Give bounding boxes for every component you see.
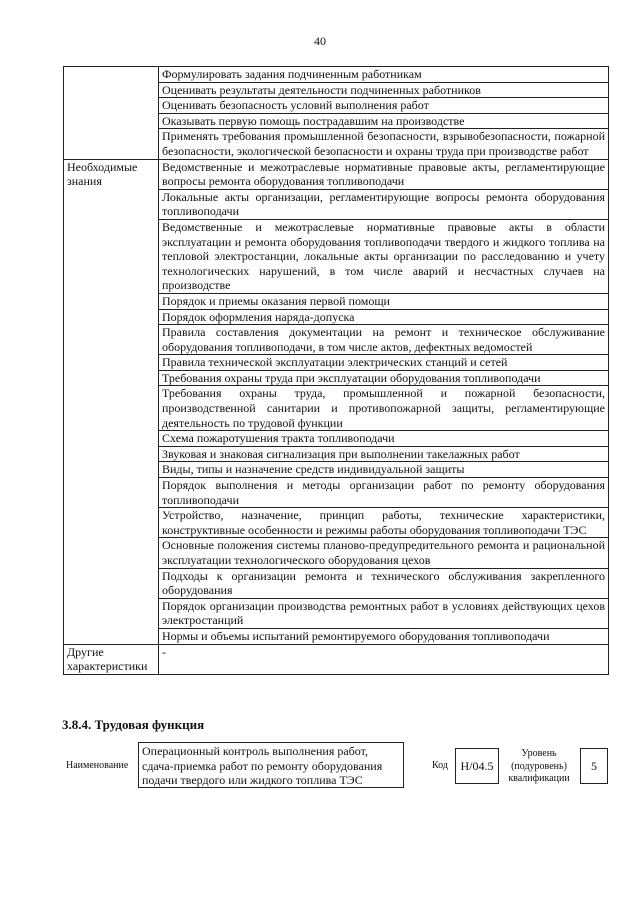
row-label-other: Другие характеристики (64, 644, 159, 674)
table-cell: Требования охраны труда при эксплуатации оборудования топливоподачи (159, 370, 609, 386)
level-label: Уровень (подуровень) квалификации (508, 748, 570, 784)
table-cell: Порядок организации производства ремонтных работ в условиях действующих цехов электростанций (159, 598, 609, 628)
table-row (64, 67, 609, 83)
name-value: Операционный контроль выполнения работ, сдача-приемка работ по ремонту оборудования подачи твердого или жидкого топлива ТЭС (138, 742, 404, 788)
table-cell: Оценивать безопасность условий выполнения работ (159, 98, 609, 114)
table-cell: Виды, типы и назначение средств индивидуальной защиты (159, 462, 609, 478)
table-cell: Подходы к организации ремонта и технического обслуживания закрепленного оборудования (159, 568, 609, 598)
row-label (64, 67, 159, 160)
table-row (64, 644, 609, 674)
table-cell: Схема пожаротушения тракта топливоподачи (159, 431, 609, 447)
table-cell: Основные положения системы планово-предупредительного ремонта и рациональной эксплуатации технологического оборудования цехов (159, 538, 609, 568)
table-cell: Требования охраны труда, промышленной и пожарной безопасности, производственной санитарии и противопожарной защиты, регламентирующие деятельность по трудовой функции (159, 386, 609, 431)
table-cell: Оказывать первую помощь пострадавшим на производстве (159, 113, 609, 129)
table-cell: Порядок оформления наряда-допуска (159, 309, 609, 325)
table-cell: - (159, 644, 609, 674)
section-heading: 3.8.4. Трудовая функция (62, 717, 205, 732)
table-cell: Устройство, назначение, принцип работы, технические характеристики, конструктивные особенности и режимы работы оборудования топливоподачи ТЭС (159, 508, 609, 538)
table-cell: Правила составления документации на ремонт и техническое обслуживание оборудования топливоподачи, в том числе актов, дефектных ведомостей (159, 325, 609, 355)
code-label: Код (432, 760, 448, 771)
table-cell: Ведомственные и межотраслевые нормативные правовые акты, регламентирующие вопросы ремонта оборудования топливоподачи (159, 159, 609, 189)
table-cell: Правила технической эксплуатации электрических станций и сетей (159, 355, 609, 371)
page-number: 40 (314, 34, 326, 48)
table-cell: Применять требования промышленной безопасности, взрывобезопасности, пожарной безопасности, экологической безопасности и охраны труда при производстве работ (159, 129, 609, 159)
code-value: Н/04.5 (455, 748, 499, 784)
table-cell: Порядок выполнения и методы организации работ по ремонту оборудования топливоподачи (159, 478, 609, 508)
table-cell: Локальные акты организации, регламентирующие вопросы ремонта оборудования топливоподачи (159, 189, 609, 219)
table-row (64, 159, 609, 189)
name-label: Наименование (66, 760, 129, 771)
labor-function-header (66, 742, 612, 790)
table-cell: Формулировать задания подчиненным работникам (159, 67, 609, 83)
table-cell: Оценивать результаты деятельности подчиненных работников (159, 82, 609, 98)
table-cell: Порядок и приемы оказания первой помощи (159, 293, 609, 309)
table-cell: Ведомственные и межотраслевые нормативные правовые акты в области эксплуатации и ремонта оборудования топливоподачи твердого и жидкого топлива на тепловой электростанции, локальные акты организации по расследованию и учету технологических нарушений, в том числе аварий и несчастных случаев на производстве (159, 219, 609, 293)
knowledge-skills-table (63, 66, 609, 675)
table-cell: Звуковая и знаковая сигнализация при выполнении такелажных работ (159, 446, 609, 462)
row-label-knowledge: Необходимые знания (64, 159, 159, 644)
table-cell: Нормы и объемы испытаний ремонтируемого оборудования топливоподачи (159, 628, 609, 644)
level-value: 5 (580, 748, 608, 784)
